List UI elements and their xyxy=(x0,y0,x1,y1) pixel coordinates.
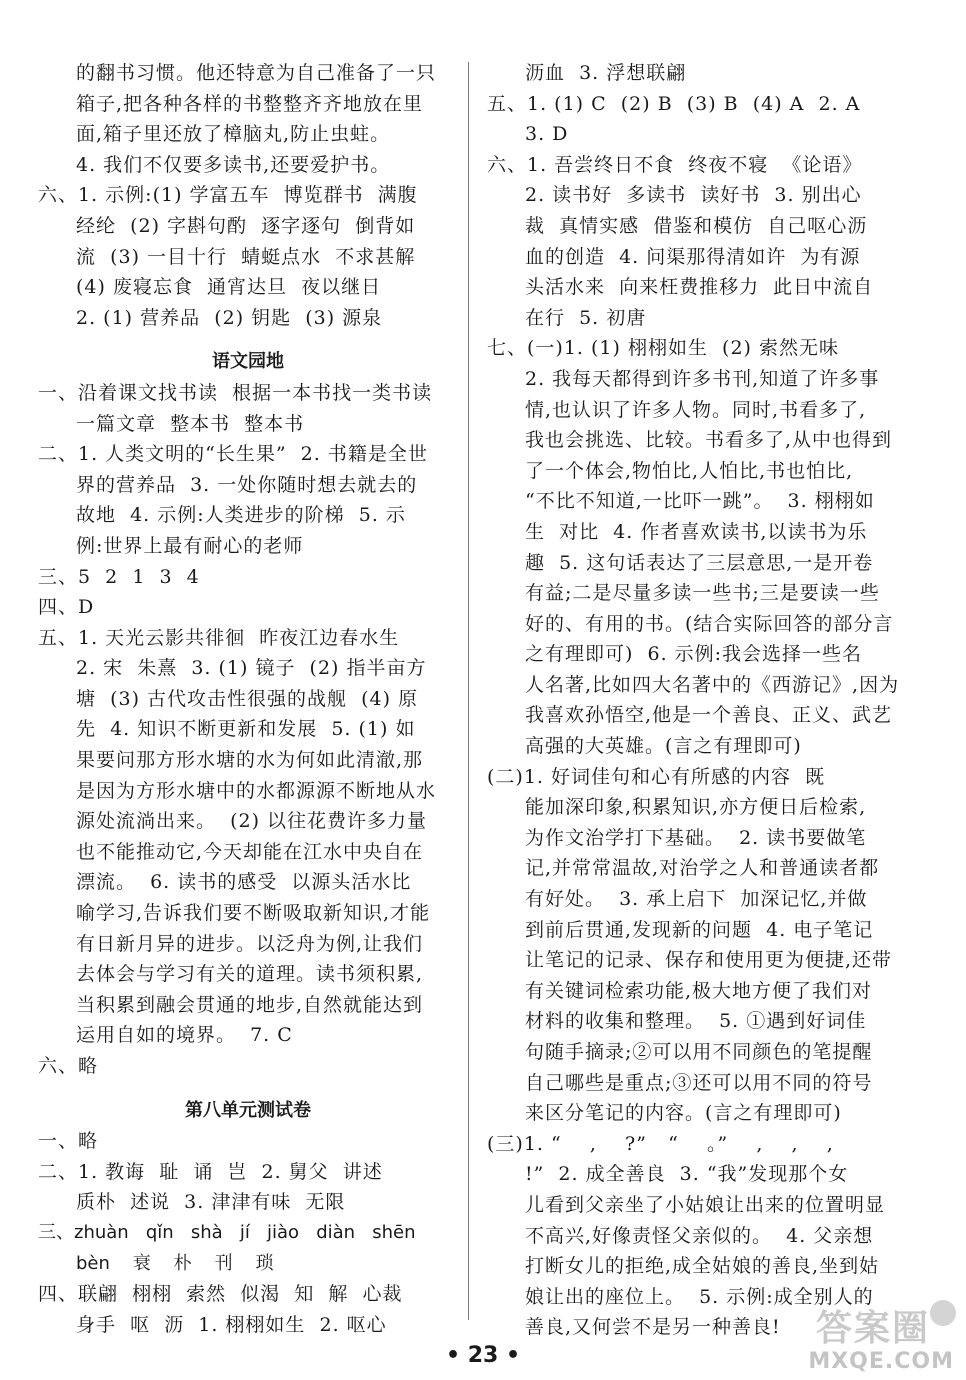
answer-line: 2. (1) 营养品 (2) 钥匙 (3) 源泉 xyxy=(76,306,383,329)
section-heading: 第八单元测试卷 xyxy=(185,1099,311,1121)
answer-line: 情,也认识了许多人物。同时,书看多了, xyxy=(525,398,867,421)
answer-line: 生 对比 4. 作者喜欢读书,以读书为乐 xyxy=(525,520,868,543)
answer-line: 五、1. 天光云影共徘徊 昨夜江边春水生 xyxy=(38,626,400,649)
answer-line: 面,箱子里还放了樟脑丸,防止虫蛀。 xyxy=(76,123,391,146)
answer-line: 是因为方形水塘中的水都源源不断地从水 xyxy=(76,779,437,802)
answer-line: 一、沿着课文找书读 根据一本书找一类书读 xyxy=(38,381,433,404)
answer-line: 自己哪些是重点;③还可以用不同的符号 xyxy=(525,1071,873,1094)
answer-line: 3. D xyxy=(525,123,569,146)
answer-line: 趣 5. 这句话表达了三层意思,一是开卷 xyxy=(525,551,874,574)
watermark-badge-icon xyxy=(930,1300,956,1326)
answer-line: 为作文治学打下基础。 2. 读书要做笔 xyxy=(525,826,867,849)
answer-line: 儿看到父亲坐了小姑娘让出来的位置明显 xyxy=(525,1193,886,1216)
answer-line: (二)1. 好词佳句和心有所感的内容 既 xyxy=(487,765,826,788)
answer-line: 2. 我每天都得到许多书刊,知道了许多事 xyxy=(525,367,880,390)
answer-line: 运用自如的境界。 7. C xyxy=(76,1024,293,1047)
answer-line: 漂流。 6. 读书的感受 以源头活水比 xyxy=(76,871,412,894)
answer-line: 源处流淌出来。 (2) 以往花费许多力量 xyxy=(76,810,428,833)
watermark-logo xyxy=(760,1296,960,1374)
answer-line: 六、1. 示例:(1) 学富五车 博览群书 满腹 xyxy=(38,184,418,207)
answer-line: 2. 读书好 多读书 读好书 3. 别出心 xyxy=(525,184,862,207)
answer-line: 血的创造 4. 问渠那得清如许 为有源 xyxy=(525,245,861,268)
right-column xyxy=(487,58,925,1343)
answer-line: bèn 衰 朴 刊 琐 xyxy=(76,1252,274,1274)
page-number: • 23 • xyxy=(445,1343,521,1368)
answer-line: 流 (3) 一目十行 蜻蜓点水 不求甚解 xyxy=(76,245,416,268)
answer-line: 不高兴,好像责怪父亲似的。 4. 父亲想 xyxy=(525,1224,874,1247)
answer-line: 沥血 3. 浮想联翩 xyxy=(525,62,687,84)
answer-line: (三)1. “ , ?” “ 。” , , , xyxy=(487,1132,834,1155)
answer-line: 五、1. (1) C (2) B (3) B (4) A 2. A xyxy=(487,92,861,115)
answer-line: (4) 废寝忘食 通宵达旦 夜以继日 xyxy=(76,276,382,299)
answer-line: 箱子,把各种各样的书整整齐齐地放在里 xyxy=(76,92,424,115)
answer-line: 界的营养品 3. 一处你随时想去就去的 xyxy=(76,473,418,496)
answer-line: 二、1. 教诲 耻 诵 岂 2. 舅父 讲述 xyxy=(38,1160,383,1183)
answer-line: 塘 (3) 古代攻击性很强的战舰 (4) 原 xyxy=(76,687,419,710)
answer-line: 二、1. 人类文明的“长生果” 2. 书籍是全世 xyxy=(38,443,428,466)
answer-line: 一篇文章 整本书 整本书 xyxy=(76,412,305,435)
answer-line: 有关键词检索功能,极大地方便了我们对 xyxy=(525,979,873,1002)
answer-line: 我也会挑选、比较。书看多了,从中也得到 xyxy=(525,429,893,452)
answer-line: 能加深印象,积累知识,亦方便日后检索, xyxy=(525,796,867,819)
answer-line: 的翻书习惯。他还特意为自己准备了一只 xyxy=(76,62,437,84)
answer-line: 先 4. 知识不断更新和发展 5. (1) 如 xyxy=(76,718,416,741)
answer-line: 当积累到融会贯通的地步,自然就能达到 xyxy=(76,993,424,1016)
answer-line: 打断女儿的拒绝,成全姑娘的善良,坐到姑 xyxy=(525,1255,880,1278)
watermark-url: MXQE.COM xyxy=(808,1349,954,1374)
answer-line: 到前后贯通,发现新的问题 4. 电子笔记 xyxy=(525,918,874,941)
answer-line: “不比不知道,一比吓一跳”。 3. 栩栩如 xyxy=(525,490,875,513)
answer-line: 六、略 xyxy=(38,1055,99,1077)
answer-line: 四、D xyxy=(38,596,95,619)
answer-line: 人名著,比如四大名著中的《西游记》,因为 xyxy=(525,673,900,696)
answer-line: 材料的收集和整理。 5. ①遇到好词佳 xyxy=(525,1010,867,1033)
answer-line: 有好处。 3. 承上启下 加深记忆,并做 xyxy=(525,888,868,911)
answer-line: 喻学习,告诉我们要不断吸取新知识,才能 xyxy=(76,902,431,925)
answer-line: 4. 我们不仅要多读书,还要爱护书。 xyxy=(76,153,391,176)
answer-line: 让笔记的记录、保存和使用更为便捷,还带 xyxy=(525,949,893,972)
answer-line: 经纶 (2) 字斟句酌 逐字逐句 倒背如 xyxy=(76,214,416,237)
answer-line: 七、(一)1. (1) 栩栩如生 (2) 索然无味 xyxy=(487,337,839,360)
answer-line: !” 2. 成全善良 3. “我”发现那个女 xyxy=(525,1163,849,1186)
column-divider xyxy=(468,62,469,1320)
answer-line: 记,并常常温故,对治学之人和普通读者都 xyxy=(525,857,880,880)
answer-line: 了一个体会,物怕比,人怕比,书也怕比, xyxy=(525,459,854,482)
answer-line: 三、5 2 1 3 4 xyxy=(38,565,200,588)
answer-line: 来区分笔记的内容。(言之有理即可) xyxy=(525,1102,842,1125)
answer-line: 身手 呕 沥 1. 栩栩如生 2. 呕心 xyxy=(76,1313,387,1336)
left-column xyxy=(38,58,458,1340)
answer-line: 善良,又何尝不是另一种善良! xyxy=(525,1316,781,1339)
answer-line: 例:世界上最有耐心的老师 xyxy=(76,534,304,557)
answer-line: 也不能推动它,今天却能在江水中央自在 xyxy=(76,840,424,863)
answer-line: 三、zhuàn qǐn shà jí jiào diàn shēn xyxy=(38,1221,416,1243)
answer-line: 裁 真情实感 借鉴和模仿 自己呕心沥 xyxy=(525,214,868,237)
answer-line: 六、1. 吾尝终日不食 终夜不寝 《论语》 xyxy=(487,153,863,176)
answer-line: 故地 4. 示例:人类进步的阶梯 5. 示 xyxy=(76,504,406,527)
answer-line: 质朴 述说 3. 津津有味 无限 xyxy=(76,1191,346,1214)
answer-line: 2. 宋 朱熹 3. (1) 镜子 (2) 指半亩方 xyxy=(76,657,427,680)
answer-line: 高强的大英雄。(言之有理即可) xyxy=(525,735,802,758)
answer-line xyxy=(38,1082,458,1096)
section-heading: 语文园地 xyxy=(212,351,284,373)
answer-line: 好的、有用的书。(结合实际回答的部分言 xyxy=(525,612,894,635)
answer-line: 有日新月异的进步。以泛舟为例,让我们 xyxy=(76,932,424,955)
answer-line: 之有理即可) 6. 示例:我会选择一些名 xyxy=(525,643,863,666)
answer-line xyxy=(38,333,458,347)
answer-line: 一、略 xyxy=(38,1130,99,1153)
answer-line: 我喜欢孙悟空,他是一个善良、正义、武艺 xyxy=(525,704,893,727)
answer-line: 有益;二是尽量多读一些书;三是要读一些 xyxy=(525,582,880,605)
answer-line: 娘让出的座位上。 5. 示例:成全别人的 xyxy=(525,1285,874,1308)
answer-line: 句随手摘录;②可以用不同颜色的笔提醒 xyxy=(525,1041,873,1063)
answer-line: 果要问那方形水塘的水为何如此清澈,那 xyxy=(76,749,424,772)
answer-line: 四、联翩 栩栩 索然 似渴 知 解 心裁 xyxy=(38,1283,403,1306)
watermark-title: 答案圈 xyxy=(815,1308,930,1349)
answer-line: 在行 5. 初唐 xyxy=(525,306,647,329)
answer-line: 头活水来 向来枉费推移力 此日中流自 xyxy=(525,276,874,299)
answer-line: 去体会与学习有关的道理。读书须积累, xyxy=(76,963,424,986)
